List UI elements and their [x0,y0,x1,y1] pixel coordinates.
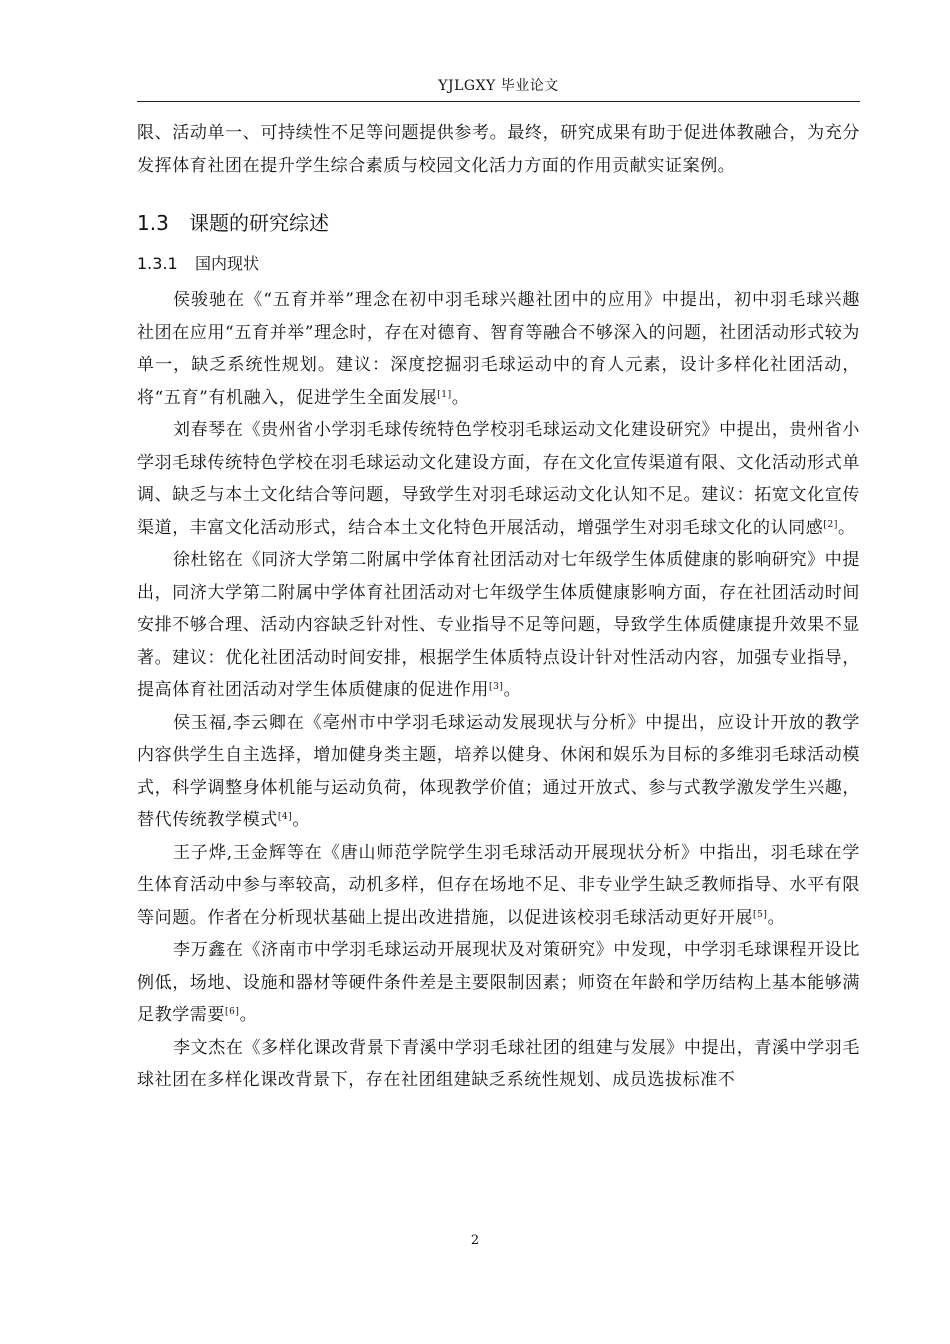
body-paragraph [137,934,860,1032]
section-title: 课题的研究综述 [189,211,329,235]
paragraph-tail: 。 [239,1005,258,1025]
paragraph-text: 李万鑫在《济南市中学羽毛球运动开展现状及对策研究》中发现，中学羽毛球课程开设比例低，场地、设施和器材等硬件条件差是主要限制因素；师资在年龄和学历结构上基本能够满足教学需要 [137,940,860,1025]
subsection-number: 1.3.1 [137,254,178,273]
body-paragraph [137,1032,860,1097]
section-heading [137,206,860,240]
section-number: 1.3 [137,211,169,235]
body-paragraph [137,544,860,707]
body-paragraph [137,414,860,544]
paragraph-text: 李文杰在《多样化课改背景下青溪中学羽毛球社团的组建与发展》中提出，青溪中学羽毛球社团在多样化课改背景下，存在社团组建缺乏系统性规划、成员选拔标准不 [137,1037,860,1090]
paragraph-text: 徐杜铭在《同济大学第二附属中学体育社团活动对七年级学生体质健康的影响研究》中提出，同济大学第二附属中学体育社团活动对七年级学生体质健康影响方面，存在社团活动时间安排不够合理、活动内容缺乏针对性、专业指导不足等问题，导致学生体质健康提升效果不显著。建议：优化社团活动时间安排，根据学生体质特点设计针对性活动内容，加强专业指导，提高体育社团活动对学生体质健康的促进作用 [137,550,860,700]
citation-ref: [4] [277,812,293,822]
body-paragraph [137,707,860,837]
citation-ref: [6] [225,1007,240,1017]
paragraph-text: 刘春琴在《贵州省小学羽毛球传统特色学校羽毛球运动文化建设研究》中提出，贵州省小学羽毛球传统特色学校在羽毛球运动文化建设方面，存在文化宣传渠道有限、文化活动形式单调、缺乏与本土文化结合等问题，导致学生对羽毛球运动文化认知不足。建议：拓宽文化宣传渠道，丰富文化活动形式，结合本土文化特色开展活动，增强学生对羽毛球文化的认同感 [137,420,860,538]
subsection-title: 国内现状 [195,254,260,273]
paragraph-text: 侯骏驰在《“五育并举”理念在初中羽毛球兴趣社团中的应用》中提出，初中羽毛球兴趣社团在应用“五育并举”理念时，存在对德育、智育等融合不够深入的问题，社团活动形式较为单一，缺乏系统性规划。建议：深度挖掘羽毛球运动中的育人元素，设计多样化社团活动，将“五育”有机融入，促进学生全面发展 [137,290,860,408]
paragraph-tail: 。 [292,810,310,830]
body-paragraph [137,837,860,935]
page-body [137,117,860,1097]
page-number: 2 [470,1233,480,1248]
subsection-heading [137,248,860,280]
paragraph-tail: 。 [451,387,470,408]
paragraph-tail: 。 [837,517,856,538]
citation-ref: [3] [489,682,504,692]
paragraph-tail: 。 [503,680,522,700]
paragraph-text: 王子烨,王金辉等在《唐山师范学院学生羽毛球活动开展现状分析》中指出，羽毛球在学生体育活动中参与率较高，动机多样，但存在场地不足、非专业学生缺乏教师指导、水平有限等问题。作者在分析现状基础上提出改进措施，以促进该校羽毛球活动更好开展 [137,842,860,928]
paragraph-tail: 。 [767,907,786,928]
paragraph-text: 侯玉福,李云卿在《亳州市中学羽毛球运动发展现状与分析》中提出，应设计开放的教学内容供学生自主选择，增加健身类主题，培养以健身、休闲和娱乐为目标的多维羽毛球活动模式，科学调整身体机能与运动负荷，体现教学价值；通过开放式、参与式教学激发学生兴趣，替代传统教学模式 [137,712,860,830]
header-rule [137,101,860,102]
citation-ref: [5] [753,909,768,920]
intro-paragraph: 限、活动单一、可持续性不足等问题提供参考。最终，研究成果有助于促进体教融合，为充分发挥体育社团在提升学生综合素质与校园文化活力方面的作用贡献实证案例。 [137,123,860,176]
citation-ref: [2] [823,519,838,530]
citation-ref: [1] [437,389,452,400]
running-header: YJLGXY 毕业论文 [438,78,559,94]
body-paragraph [137,284,860,414]
